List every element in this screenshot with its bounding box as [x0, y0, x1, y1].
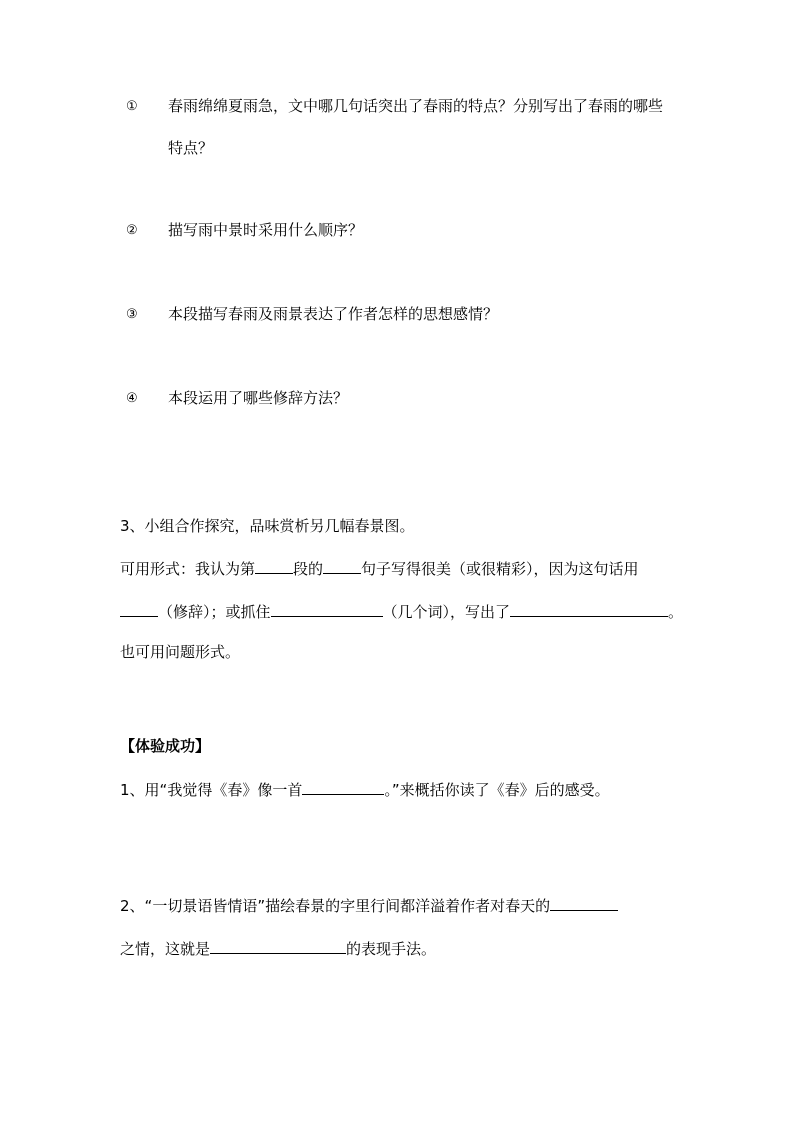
blank-poem[interactable]	[302, 778, 384, 795]
form-text: 的表现手法。	[346, 940, 437, 958]
question-marker-4: ④	[126, 391, 138, 406]
blank-paragraph-number[interactable]	[255, 557, 293, 574]
question-marker-1: ①	[126, 99, 138, 114]
question-1-text-line1: 春雨绵绵夏雨急，文中哪几句话突出了春雨的特点？分别写出了春雨的哪些	[168, 97, 664, 115]
blank-feeling[interactable]	[550, 894, 618, 911]
question-3-text: 本段描写春雨及雨景表达了作者怎样的思想感情？	[168, 305, 499, 323]
question-4-text: 本段运用了哪些修辞方法？	[168, 389, 349, 407]
form-text: （修辞）；或抓住	[158, 603, 271, 621]
form-text: 句子写得很美（或很精彩），因为这句话用	[361, 560, 639, 578]
form-text: 之情，这就是	[120, 940, 211, 958]
experience-question-2-line-1	[120, 894, 618, 916]
blank-rhetoric[interactable]	[120, 600, 158, 617]
blank-content[interactable]	[510, 600, 668, 617]
form-text: 。	[668, 603, 684, 621]
section-3-form-line-3: 也可用问题形式。	[120, 643, 241, 661]
question-marker-2: ②	[126, 223, 138, 238]
blank-technique[interactable]	[210, 937, 346, 954]
question-1-text-line2: 特点？	[168, 139, 214, 157]
form-text: 段的	[293, 560, 324, 578]
section-3-form-line-1	[120, 557, 639, 579]
blank-words[interactable]	[271, 600, 383, 617]
experience-question-2-line-2	[120, 937, 436, 959]
experience-title: 【体验成功】	[120, 737, 211, 755]
section-3-heading: 3、小组合作探究，品味赏析另几幅春景图。	[120, 517, 415, 535]
form-text: 1、用“我觉得《春》像一首	[120, 781, 303, 799]
form-text: （几个词），写出了	[382, 603, 511, 621]
form-text: 可用形式：我认为第	[120, 560, 256, 578]
form-text: 。”来概括你读了《春》后的感受。	[384, 781, 610, 799]
section-3-form-line-2	[120, 600, 683, 622]
question-marker-3: ③	[126, 307, 138, 322]
blank-sentence[interactable]	[323, 557, 361, 574]
question-2-text: 描写雨中景时采用什么顺序？	[168, 221, 364, 239]
experience-question-1	[120, 778, 610, 800]
form-text: 2、“一切景语皆情语”描绘春景的字里行间都洋溢着作者对春天的	[120, 897, 551, 915]
